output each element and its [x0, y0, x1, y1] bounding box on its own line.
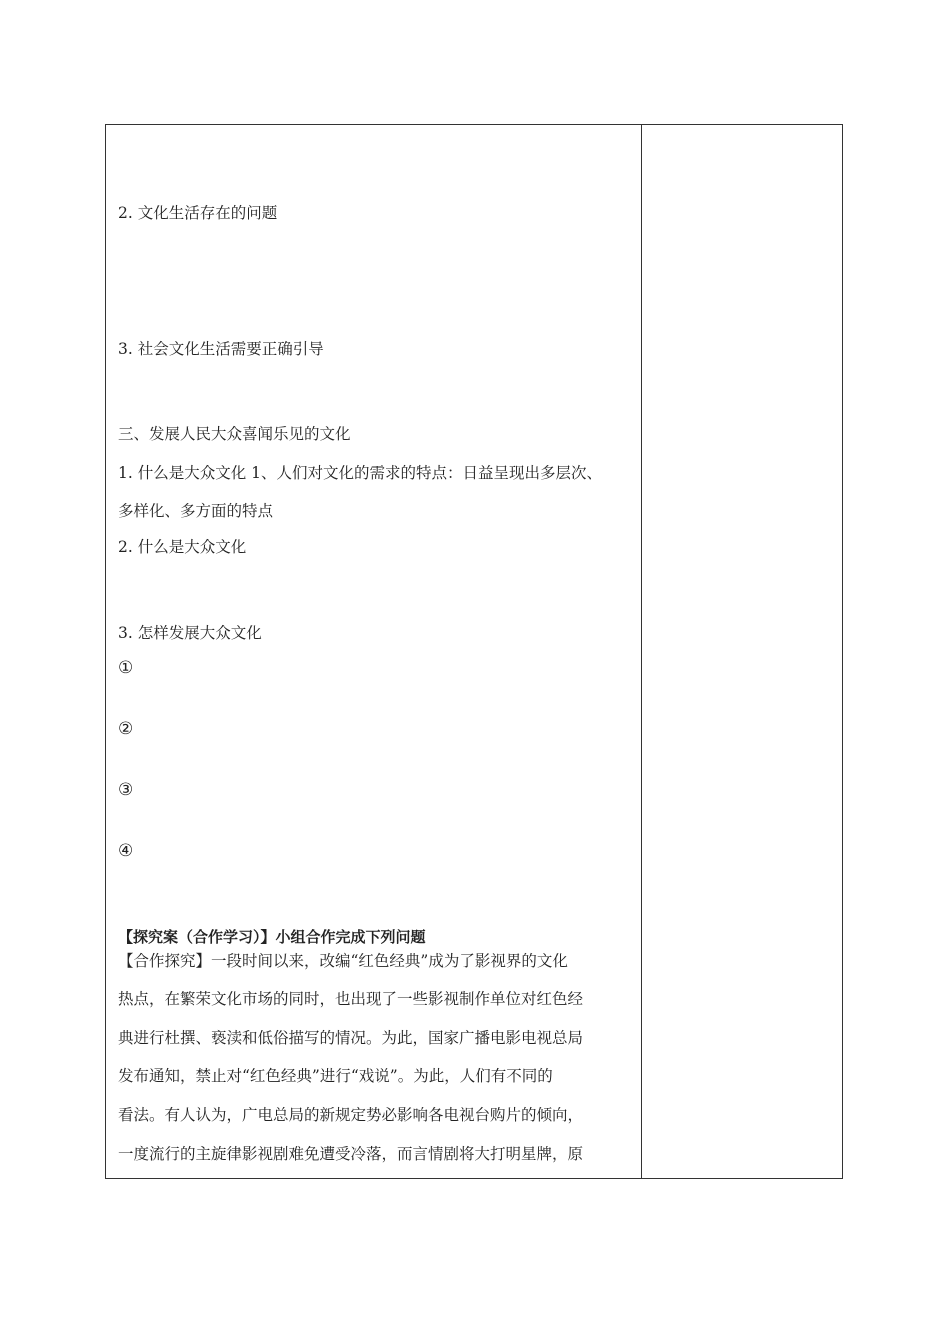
paragraph-line-5: 看法。有人认为，广电总局的新规定势必影响各电视台购片的倾向，	[118, 1106, 584, 1124]
list-marker-1: ①	[118, 658, 134, 678]
section-heading-explore: 【探究案（合作学习）】小组合作完成下列问题	[118, 928, 426, 946]
section-heading-three: 三、发展人民大众喜闻乐见的文化	[118, 425, 351, 443]
paragraph-line-3: 典进行杜撰、亵渎和低俗描写的情况。为此，国家广播电影电视总局	[118, 1029, 584, 1047]
text-line-problems: 2. 文化生活存在的问题	[118, 204, 278, 222]
text-line-mass-culture-def: 1. 什么是大众文化 1、人们对文化的需求的特点：日益呈现出多层次、	[118, 464, 603, 482]
worksheet-table	[105, 124, 843, 1179]
paragraph-line-6: 一度流行的主旋律影视剧难免遭受冷落，而言情剧将大打明星牌，原	[118, 1145, 584, 1163]
text-line-how-develop: 3. 怎样发展大众文化	[118, 624, 262, 642]
list-marker-2: ②	[118, 719, 134, 739]
list-marker-4: ④	[118, 841, 134, 861]
column-divider	[641, 125, 642, 1178]
list-marker-3: ③	[118, 780, 134, 800]
text-line-guidance: 3. 社会文化生活需要正确引导	[118, 340, 324, 358]
paragraph-line-2: 热点，在繁荣文化市场的同时，也出现了一些影视制作单位对红色经	[118, 990, 584, 1008]
paragraph-line-4: 发布通知，禁止对“红色经典”进行“戏说”。为此，人们有不同的	[118, 1067, 553, 1085]
text-line-features: 多样化、多方面的特点	[118, 502, 274, 520]
paragraph-line-1: 【合作探究】一段时间以来，改编“红色经典”成为了影视界的文化	[118, 952, 568, 970]
text-line-what-is: 2. 什么是大众文化	[118, 538, 247, 556]
